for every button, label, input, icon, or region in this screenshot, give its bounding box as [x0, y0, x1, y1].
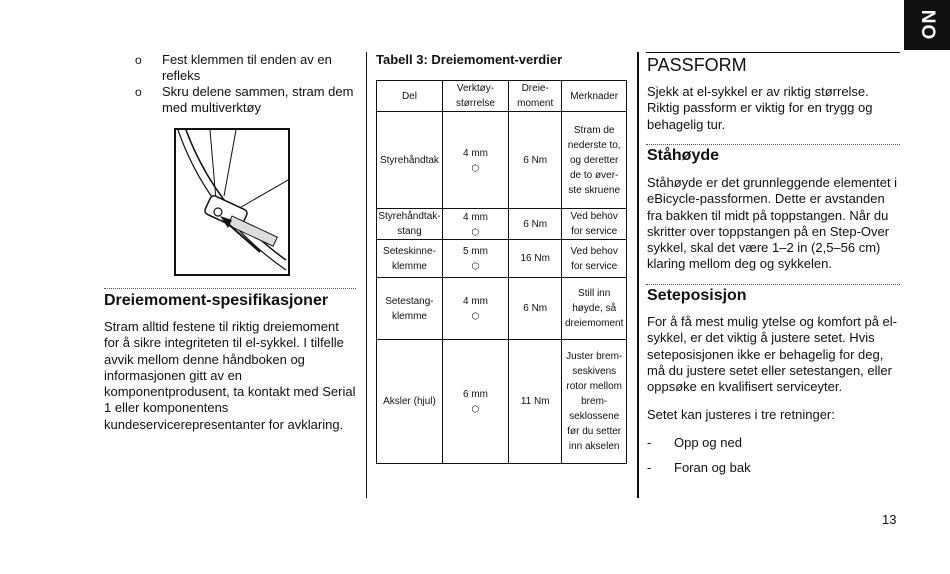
bullet-mark: o [135, 85, 142, 99]
cell-tool [442, 278, 508, 340]
reflector-clamp-illustration [174, 128, 290, 276]
cell-tool [442, 240, 508, 278]
list-item [135, 52, 360, 84]
cell-tool [442, 340, 508, 464]
list-item-text: Opp og ned [674, 435, 742, 450]
illustration-graphic [176, 130, 288, 274]
cell-tool [442, 112, 508, 209]
section-heading: Dreiemoment-spesifikasjoner [104, 292, 329, 309]
section-divider [104, 288, 356, 289]
bullet-list [135, 52, 360, 116]
language-tab-label: NO [917, 9, 938, 41]
cell-note: Stram de nederste to, og deretter de to øver-ste skruene [562, 112, 627, 209]
bullet-mark: o [135, 53, 142, 67]
table-header-row [377, 81, 627, 112]
tool-size: 4 mm [462, 147, 488, 159]
table-row [377, 278, 627, 340]
hex-key-icon: ⬡ [471, 404, 480, 414]
section-divider [646, 284, 900, 285]
cell-torque: 6 Nm [509, 278, 562, 340]
hex-key-icon: ⬡ [471, 311, 480, 321]
table-row [377, 209, 627, 240]
table-caption: Tabell 3: Dreiemoment-verdier [376, 52, 563, 67]
cell-part: Seteskinne-klemme [377, 240, 443, 278]
header-cell: Del [377, 81, 443, 112]
cell-part: Styrehåndtak-stang [377, 209, 443, 240]
list-item-text: Foran og bak [674, 460, 751, 476]
section-paragraph: Ståhøyde er det grunnleggende elementet i eBicycle-passformen. Dette er avstanden fra bakken til midt på toppstangen. Når du skritter over toppstangen på en Step-Over sykkel, skal det være 1–2 in (2,5–56 cm) klaring mellom deg og sykkelen. [647, 175, 898, 272]
table-row [377, 112, 627, 209]
cell-torque: 6 Nm [509, 112, 562, 209]
hex-key-icon: ⬡ [471, 162, 480, 173]
cell-note: Juster brem-seskivens rotor mellom brem-seklossene før du setter inn akselen [562, 340, 627, 464]
tool-size: 4 mm [462, 211, 488, 223]
cell-tool [442, 209, 508, 240]
column-divider [637, 52, 639, 498]
header-cell: Dreie-moment [509, 81, 562, 112]
language-tab [904, 0, 950, 50]
list-item [647, 435, 901, 451]
list-item [647, 460, 901, 476]
page-title: PASSFORM [647, 55, 747, 75]
page-number: 13 [882, 512, 897, 527]
cell-torque: 11 Nm [509, 340, 562, 464]
cell-note: Still inn høyde, så dreiemoment [562, 278, 627, 340]
direction-list [647, 435, 901, 477]
cell-part: Aksler (hjul) [377, 340, 443, 464]
dash-mark: - [647, 460, 652, 476]
header-cell: Verktøy-størrelse [442, 81, 508, 112]
section-paragraph: For å få mest mulig ytelse og komfort på el-sykkel, er det viktig å justere setet. Hvis seteposisjonen ikke er behagelig for deg, må du justere setet eller setestangen, eller oppsøke en kvalifisert serviceyter. [647, 314, 897, 395]
tool-size: 5 mm [462, 246, 488, 257]
list-item [135, 84, 360, 116]
hex-key-icon: ⬡ [471, 261, 480, 271]
column-divider [366, 52, 367, 498]
cell-torque: 16 Nm [509, 240, 562, 278]
dash-mark: - [647, 435, 652, 450]
table-row [377, 340, 627, 464]
cell-part: Styrehåndtak [377, 112, 443, 209]
bullet-text: Skru delene sammen, stram dem med multiverktøy [162, 84, 354, 115]
section-heading: Seteposisjon [647, 287, 747, 304]
cell-note: Ved behov for service [562, 240, 627, 278]
title-rule [646, 52, 900, 53]
intro-paragraph: Sjekk at el-sykkel er av riktig størrelse. Riktig passform er viktig for en trygg og behagelig tur. [647, 84, 873, 132]
header-cell: Merknader [562, 81, 627, 112]
section-paragraph: Stram alltid festene til riktig dreiemoment for å sikre integriteten til el-sykkel. I tilfelle avvik mellom denne håndboken og informasjonen gitt av en komponentprodusent, ta kontakt med Serial 1 eller komponentens kundeservicerepresentanter for avklaring. [104, 319, 356, 432]
bullet-text: Fest klemmen til enden av en refleks [162, 52, 332, 83]
tool-size: 6 mm [462, 389, 488, 400]
table-row [377, 240, 627, 278]
cell-part: Setestang-klemme [377, 278, 443, 340]
tool-size: 4 mm [462, 296, 488, 307]
hex-key-icon: ⬡ [471, 226, 480, 237]
section-divider [646, 144, 900, 145]
section-heading: Ståhøyde [647, 147, 720, 164]
section-paragraph: Setet kan justeres i tre retninger: [647, 407, 835, 422]
cell-note: Ved behov for service [562, 209, 627, 240]
torque-table [376, 80, 627, 464]
cell-torque: 6 Nm [509, 209, 562, 240]
